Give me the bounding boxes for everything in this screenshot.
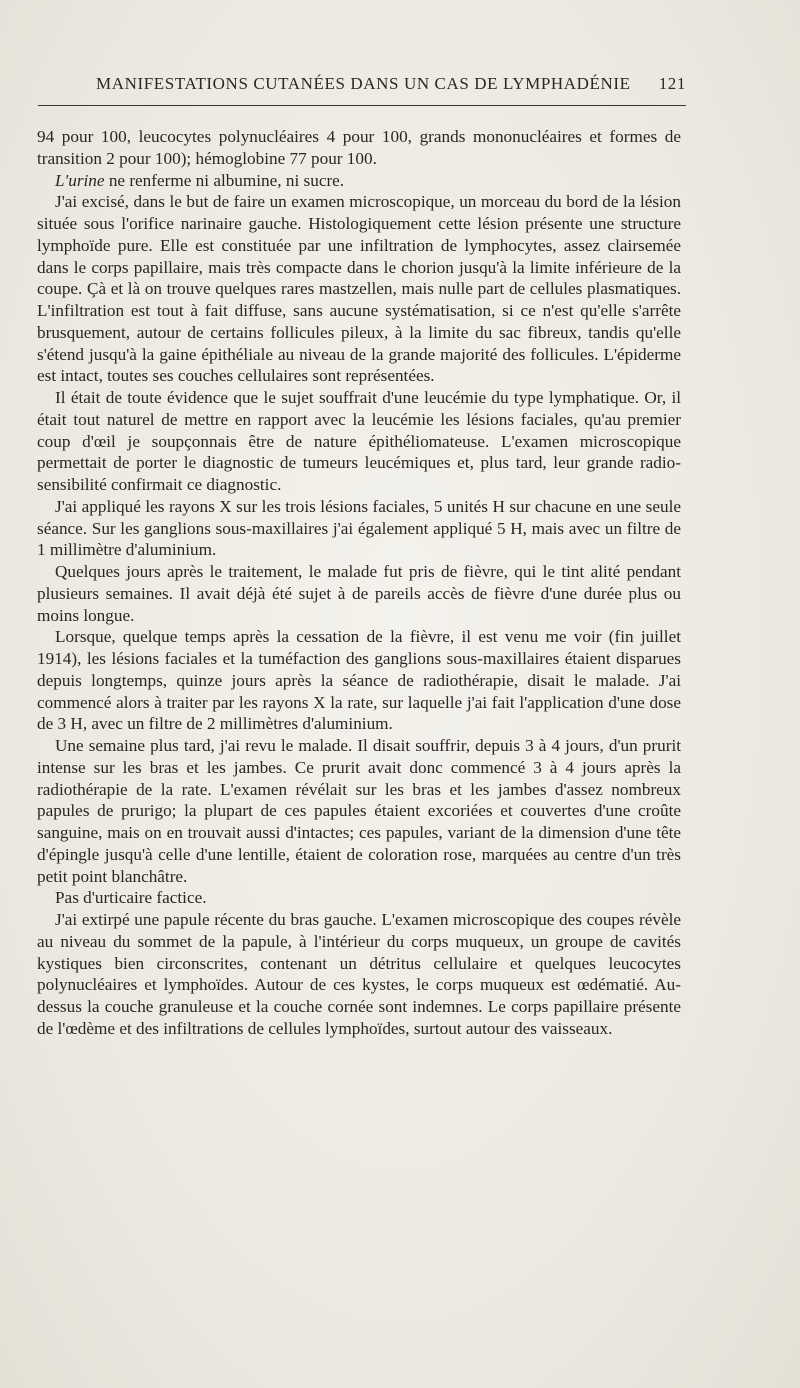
body-text	[37, 126, 681, 1040]
paragraph-radiotherapy: J'ai appliqué les rayons X sur les trois lésions faciales, 5 unités H sur chacune en une seule séance. Sur les ganglions sous-maxillaires j'ai également appliqué 5 H, mais avec un filtre de 1 millimètre d'aluminium.	[37, 496, 681, 560]
running-head-title: MANIFESTATIONS CUTANÉES DANS UN CAS DE LYMPHADÉNIE	[96, 74, 631, 93]
paragraph-papule-exam: J'ai extirpé une papule récente du bras gauche. L'examen microscopique des coupes révèle au niveau du sommet de la papule, à l'intérieur du corps muqueux, un groupe de cavités kystiques bien circonscrites, contenant un détritus cellulaire et quelques leucocytes polynucléaires et lymphoïdes. Autour de ces kystes, le corps muqueux est œdématié. Au-dessus la couche granuleuse et la couche cornée sont indemnes. Le corps papillaire présente de l'œdème et des infiltrations de cellules lymphoïdes, surtout autour des vaisseaux.	[37, 910, 681, 1038]
paragraph-prurigo: Une semaine plus tard, j'ai revu le malade. Il disait souffrir, depuis 3 à 4 jours, d'un prurit intense sur les bras et les jambes. Ce prurit avait donc commencé 3 à 4 jours après la radiothérapie de la rate. L'examen révélait sur les bras et les jambes d'assez nombreux papules de prurigo; la plupart de ces papules étaient excoriées et couvertes d'une croûte sanguine, mais on en trouvait aussi d'intactes; ces papules, variant de la dimension d'une tête d'épingle jusqu'à celle d'une lentille, étaient de coloration rose, marquées au centre d'un très petit point blanchâtre.	[37, 736, 681, 886]
urine-term: L'urine	[55, 170, 105, 190]
urine-text: ne renferme ni albumine, ni sucre.	[104, 170, 345, 190]
paragraph-spleen-treatment: Lorsque, quelque temps après la cessation de la fièvre, il est venu me voir (fin juillet 1914), les lésions faciales et la tuméfaction des ganglions sous-maxillaires étaient disparues depuis longtemps, quinze jours après la séance de radiothérapie, disait le malade. J'ai commencé alors à traiter par les rayons X la rate, sur laquelle j'ai fait l'application d'une dose de 3 H, avec un filtre de 2 millimètres d'aluminium.	[37, 627, 681, 734]
running-head	[96, 74, 686, 94]
page-number: 121	[658, 74, 686, 93]
paragraph-diagnosis: Il était de toute évidence que le sujet souffrait d'une leucémie du type lymphatique. Or, il était tout naturel de mettre en rapport avec la leucémie les lésions faciales, qu'au premier coup d'œil je soupçonnais être de nature épithéliomateuse. L'examen microscopique permettait de porter le diagnostic de tumeurs leucémiques et, plus tard, leur grande radio-sensibilité confirmait ce diagnostic.	[37, 388, 681, 494]
paragraph-fever: Quelques jours après le traitement, le malade fut pris de fièvre, qui le tint alité pendant plusieurs semaines. Il avait déjà été sujet à de pareils accès de fièvre d'une durée plus ou moins longue.	[37, 562, 681, 625]
paragraph-urticaria: Pas d'urticaire factice.	[55, 888, 207, 908]
header-rule	[38, 105, 686, 106]
paragraph-blood-count: 94 pour 100, leucocytes polynucléaires 4 pour 100, grands mononucléaires et formes de transition 2 pour 100); hémoglobine 77 pour 100.	[37, 127, 681, 168]
paragraph-histology: J'ai excisé, dans le but de faire un examen microscopique, un morceau du bord de la lésion située sous l'orifice narinaire gauche. Histologiquement cette lésion présente une structure lymphoïde pure. Elle est constituée par une infiltration de lymphocytes, assez clairsemée dans le corps papillaire, mais très compacte dans le chorion jusqu'à la limite inférieure de la coupe. Çà et là on trouve quelques rares mastzellen, mais nulle part de cellules plasmatiques. L'infiltration est tout à fait diffuse, sans aucune systématisation, si ce n'est qu'elle s'arrête brusquement, autour de certains follicules pileux, à la limite du sac fibreux, tandis qu'elle s'étend jusqu'à la gaine épithéliale au niveau de la grande majorité des follicules. L'épiderme est intact, toutes ses couches cellulaires sont représentées.	[37, 192, 681, 386]
paragraph-urine	[37, 170, 681, 192]
